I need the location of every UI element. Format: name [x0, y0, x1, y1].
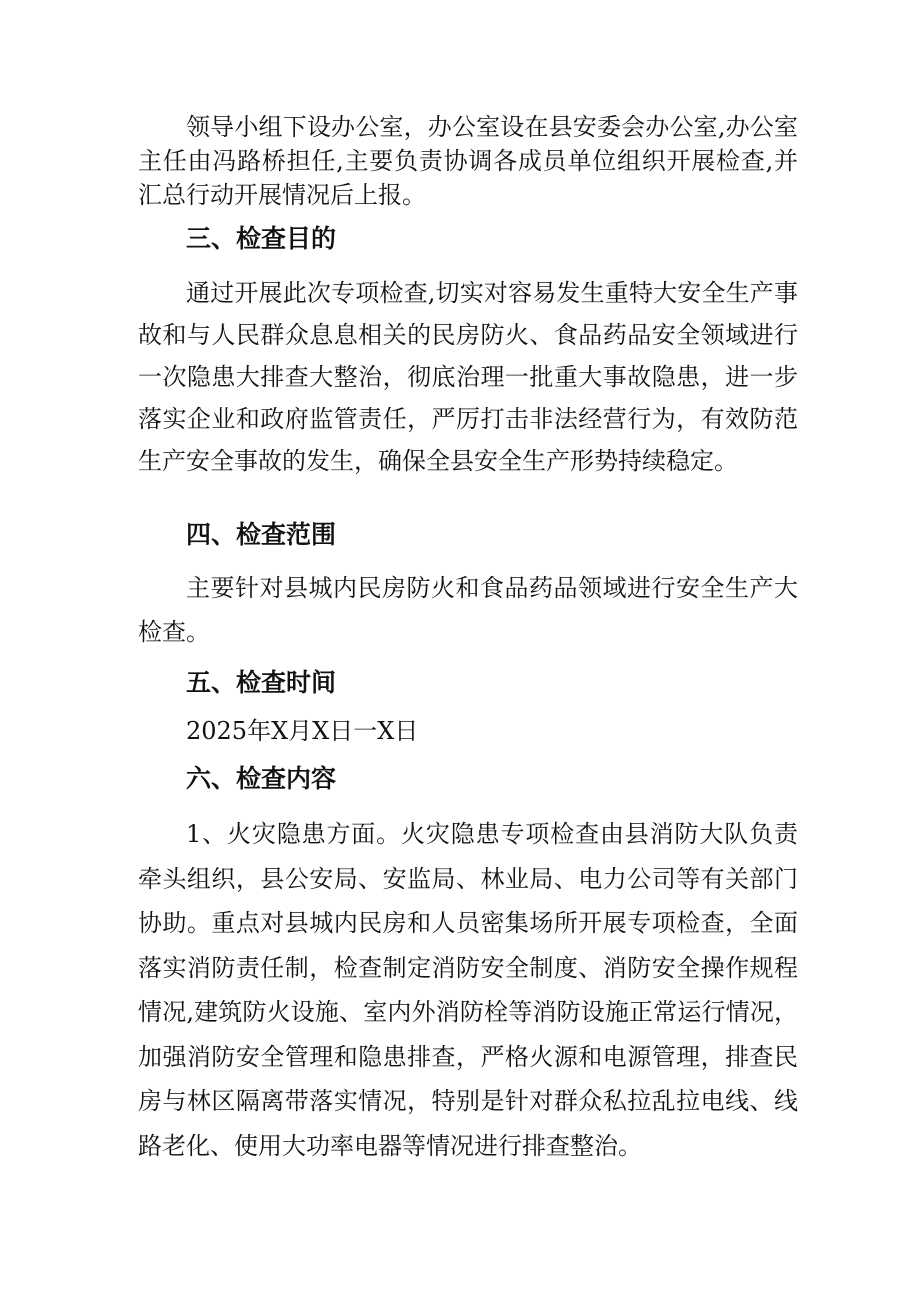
scope-body — [138, 566, 798, 654]
time-paragraph: 2025年X月X日一X日 — [186, 717, 419, 745]
scope-section — [138, 518, 798, 552]
heading-content: 六、检查内容 — [186, 764, 337, 793]
heading-purpose: 三、检查目的 — [186, 224, 337, 253]
office-section — [138, 110, 798, 212]
content-body — [138, 812, 798, 1168]
scope-paragraph: 主要针对县城内民房防火和食品药品领域进行安全生产大检查。 — [138, 574, 798, 646]
content-section — [138, 762, 798, 796]
office-paragraph: 领导小组下设办公室，办公室设在县安委会办公室,办公室主任由冯路桥担任,主要负责协调各成员单位组织开展检查,并汇总行动开展情况后上报。 — [138, 113, 798, 209]
time-body — [138, 714, 798, 748]
purpose-section — [138, 222, 798, 256]
heading-time: 五、检查时间 — [186, 668, 337, 697]
heading-scope: 四、检查范围 — [186, 520, 337, 549]
purpose-paragraph: 通过开展此次专项检查,切实对容易发生重特大安全生产事故和与人民群众息息相关的民房防火、食品药品安全领域进行一次隐患大排查大整治，彻底治理一批重大事故隐患，进一步落实企业和政府监管责任，严厉打击非法经营行为，有效防范生产安全事故的发生，确保全县安全生产形势持续稳定。 — [138, 279, 798, 475]
purpose-body — [138, 272, 798, 482]
time-section — [138, 666, 798, 700]
fire-paragraph: 1、火灾隐患方面。火灾隐患专项检查由县消防大队负责牵头组织，县公安局、安监局、林业局、电力公司等有关部门协助。重点对县城内民房和人员密集场所开展专项检查，全面落实消防责任制，检查制定消防安全制度、消防安全操作规程情况,建筑防火设施、室内外消防栓等消防设施正常运行情况，加强消防安全管理和隐患排查，严格火源和电源管理，排查民房与林区隔离带落实情况，特别是针对群众私拉乱拉电线、线路老化、使用大功率电器等情况进行排查整治。 — [138, 820, 798, 1160]
